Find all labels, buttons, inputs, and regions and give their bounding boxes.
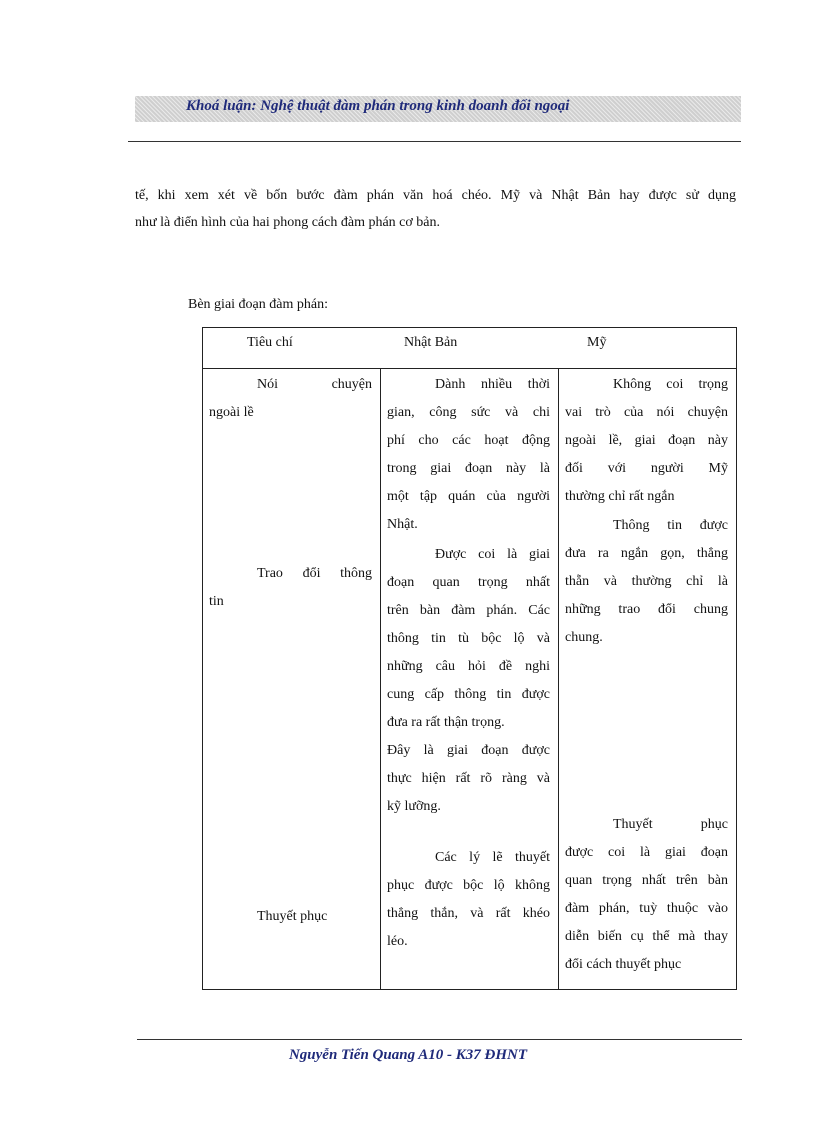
criteria-persuasion: Thuyết phục bbox=[257, 909, 328, 924]
header-criteria: Tiêu chí bbox=[247, 335, 293, 350]
japan-column bbox=[381, 369, 559, 990]
table-header-row bbox=[203, 328, 737, 369]
body-paragraph bbox=[135, 182, 736, 236]
header-usa: Mỹ bbox=[587, 335, 607, 350]
usa-info-exchange: Thông tin được đưa ra ngắn gọn, thẳng thẵn và thường chỉ là những trao đổi chung chung. bbox=[565, 518, 728, 645]
criteria-column bbox=[203, 369, 381, 990]
japan-small-talk: Dành nhiều thời gian, công sức và chi phí cho các hoạt động trong giai đoạn này là một tập quán của người Nhật. bbox=[387, 377, 550, 532]
body-line: tế, khi xem xét về bốn bước đàm phán văn hoá chéo. Mỹ và Nhật Bản hay được sử dụng bbox=[135, 188, 736, 203]
body-line: như là điển hình của hai phong cách đàm phán cơ bản. bbox=[135, 215, 441, 230]
japan-info-exchange: Được coi là giai đoạn quan trọng nhất trên bàn đàm phán. Các thông tin tù bộc lộ và những câu hỏi đề nghi cung cấp thông tin được đưa ra rất thận trọng. Đây là giai đoạn được thực hiện rất rõ ràng và kỹ lưỡng. bbox=[387, 547, 550, 814]
table-header-cell bbox=[203, 328, 737, 369]
section-label: Bèn giai đoạn đàm phán: bbox=[188, 297, 328, 312]
usa-persuasion: Thuyết phục được coi là giai đoạn quan trọng nhất trên bàn đàm phán, tuỳ thuộc vào diễn biến cụ thể mà thay đổi cách thuyết phục bbox=[565, 817, 728, 972]
table-body-row bbox=[203, 369, 737, 990]
comparison-table bbox=[202, 327, 737, 990]
document-header-title: Khoá luận: Nghệ thuật đàm phán trong kinh doanh đối ngoại bbox=[186, 98, 570, 114]
document-footer: Nguyễn Tiến Quang A10 - K37 ĐHNT bbox=[288, 1047, 528, 1063]
header-japan: Nhật Bản bbox=[404, 335, 458, 350]
japan-persuasion: Các lý lẽ thuyết phục được bộc lộ không thẳng thắn, và rất khéo léo. bbox=[387, 850, 550, 949]
header-rule bbox=[128, 141, 741, 142]
usa-small-talk: Không coi trọng vai trò của nói chuyện ngoài lề, giai đoạn này đối với người Mỹ thường chỉ rất ngắn bbox=[565, 377, 728, 504]
usa-column bbox=[559, 369, 737, 990]
criteria-info-exchange: Trao đổi thông tin bbox=[209, 566, 372, 609]
footer-rule bbox=[137, 1039, 742, 1040]
criteria-small-talk: Nói chuyện ngoài lề bbox=[209, 377, 372, 420]
